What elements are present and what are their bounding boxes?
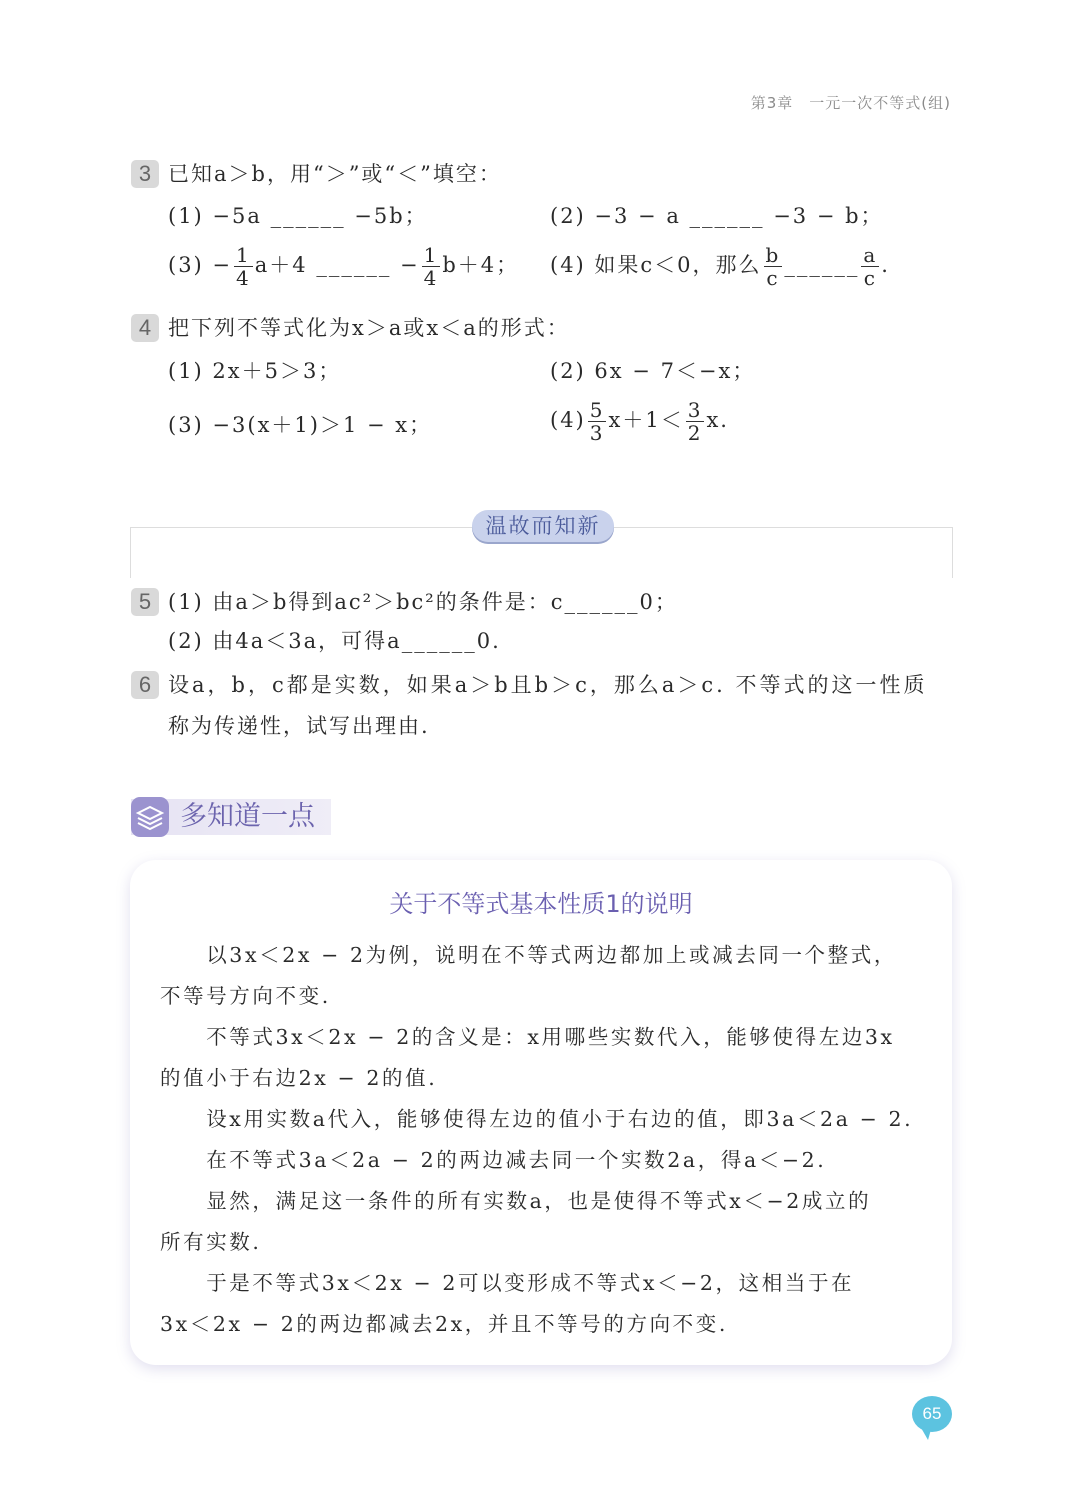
numerator: 1 — [423, 243, 439, 267]
sub-question: (2) 6x − 7＜−x； — [550, 359, 756, 383]
text: x. — [706, 408, 729, 432]
denominator: c — [863, 266, 877, 290]
question-number: 5 — [131, 588, 159, 616]
text: (4) — [550, 408, 586, 432]
layers-icon — [131, 797, 169, 837]
page-number: 65 — [912, 1396, 952, 1432]
denominator: c — [766, 266, 780, 290]
denominator: 4 — [236, 266, 251, 290]
text: a＋4 ______ − — [254, 253, 420, 277]
sub-question — [550, 399, 729, 444]
card-paragraph-line: 3x＜2x − 2的两边都减去2x，并且不等号的方向不变. — [160, 1312, 728, 1336]
card-paragraph-line: 不等号方向不变. — [160, 984, 331, 1008]
card-title: 关于不等式基本性质1的说明 — [389, 890, 693, 918]
know-more-title: 多知道一点 — [180, 801, 315, 832]
card-paragraph-line: 的值小于右边2x − 2的值. — [160, 1066, 438, 1090]
fraction — [234, 244, 253, 289]
numerator: b — [765, 243, 781, 267]
sub-question: (1) 由a＞b得到ac²＞bc²的条件是：c______0； — [168, 590, 678, 614]
sub-question: (1) 2x＋5＞3； — [168, 359, 342, 383]
text: ______ — [784, 253, 860, 277]
divider-corner — [940, 527, 953, 578]
denominator: 2 — [687, 421, 703, 445]
card-paragraph-line: 在不等式3a＜2a − 2的两边减去同一个实数2a，得a＜−2. — [160, 1148, 827, 1172]
card-paragraph-line: 设x用实数a代入，能够使得左边的值小于右边的值，即3a＜2a − 2. — [160, 1107, 914, 1131]
fraction — [422, 244, 441, 289]
denominator: 3 — [589, 421, 605, 445]
section-title-review: 温故而知新 — [472, 510, 614, 542]
card-paragraph-line: 不等式3x＜2x − 2的含义是：x用哪些实数代入，能够使得左边3x — [160, 1025, 895, 1049]
sub-question: (2) −3 − a ______ −3 − b； — [550, 204, 884, 228]
card-paragraph-line: 以3x＜2x − 2为例，说明在不等式两边都加上或减去同一个整式， — [160, 943, 897, 967]
text: (3) − — [168, 253, 233, 277]
divider-corner — [130, 527, 143, 578]
question-number: 6 — [131, 671, 159, 699]
question-stem: 已知a＞b，用“＞”或“＜”填空： — [168, 162, 502, 186]
question-stem: 设a，b，c都是实数，如果a＞b且b＞c，那么a＞c. 不等式的这一性质 — [168, 673, 928, 697]
question-number: 3 — [131, 160, 159, 188]
text: b＋4； — [442, 253, 520, 277]
fraction — [588, 399, 607, 444]
sub-question: (3) −3(x＋1)＞1 − x； — [168, 413, 433, 437]
numerator: 5 — [589, 398, 605, 422]
text: x＋1＜ — [608, 408, 684, 432]
sub-question — [168, 244, 519, 289]
question-stem: 把下列不等式化为x＞a或x＜a的形式： — [168, 316, 570, 340]
fraction — [764, 244, 783, 289]
text: (4) 如果c＜0，那么 — [550, 253, 762, 277]
sub-question: (1) −5a ______ −5b； — [168, 204, 428, 228]
card-paragraph-line: 于是不等式3x＜2x − 2可以变形成不等式x＜−2，这相当于在 — [160, 1271, 855, 1295]
sub-question: (2) 由4a＜3a，可得a______0. — [168, 629, 501, 653]
card-paragraph-line: 显然，满足这一条件的所有实数a，也是使得不等式x＜−2成立的 — [160, 1189, 872, 1213]
chapter-header: 第3章 一元一次不等式(组) — [750, 94, 951, 112]
numerator: a — [863, 243, 878, 267]
numerator: 3 — [687, 398, 703, 422]
text: . — [881, 253, 890, 277]
card-paragraph-line: 所有实数. — [160, 1230, 262, 1254]
denominator: 4 — [423, 266, 439, 290]
numerator: 1 — [236, 243, 251, 267]
question-number: 4 — [131, 314, 159, 342]
fraction — [861, 244, 879, 289]
question-stem: 称为传递性，试写出理由. — [168, 714, 430, 738]
sub-question — [550, 244, 890, 289]
fraction — [686, 399, 705, 444]
